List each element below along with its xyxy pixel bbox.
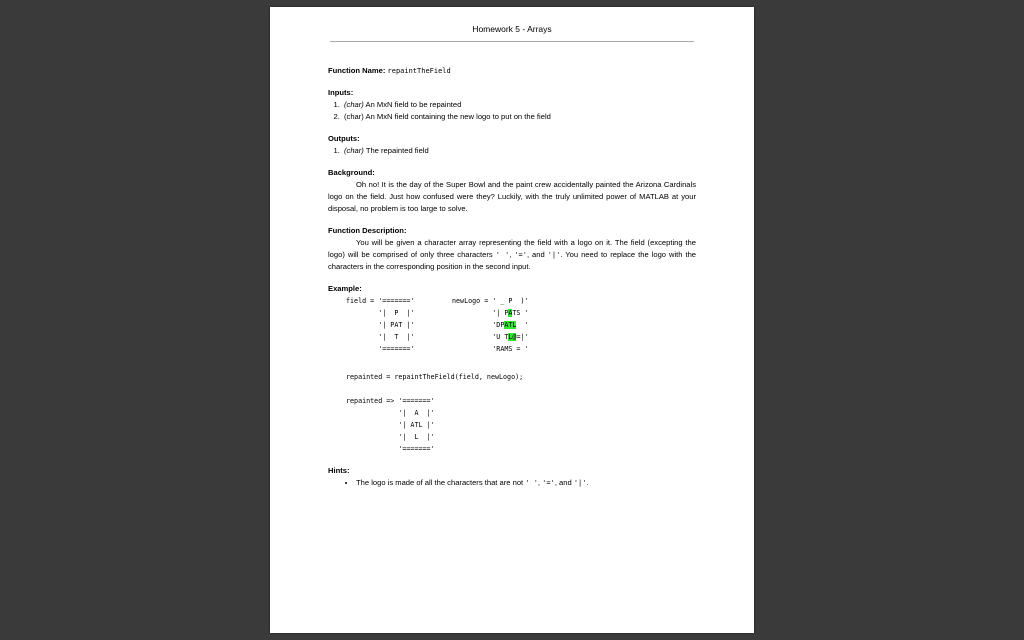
separator: , and (526, 250, 548, 259)
separator: , (509, 250, 515, 259)
char-literal: '=' (542, 479, 555, 487)
char-literal: '|' (547, 251, 561, 259)
input-type: (char) (344, 100, 364, 109)
example-field-code: field = '=======' '| P |' '| PAT |' '| T |' '=======' (346, 297, 415, 353)
hint-text: The logo is made of all the characters that are not (356, 478, 526, 487)
example-section (328, 283, 696, 455)
separator: , (537, 478, 543, 487)
background-section (328, 167, 696, 215)
list-item (342, 111, 696, 123)
outputs-section (328, 133, 696, 157)
function-name-label: Function Name: (328, 66, 386, 75)
description-part: . You need to replace the logo with the characters in the corresponding position in the second input. (328, 250, 697, 271)
code-text: 'U T (452, 333, 509, 341)
char-literal: ' ' (495, 251, 510, 259)
list-item (342, 145, 696, 157)
document-page (270, 7, 754, 633)
highlight: L@ (508, 333, 517, 341)
separator: , and (554, 478, 574, 487)
description-section (328, 225, 696, 273)
hints-list (328, 477, 696, 489)
page-header: Homework 5 - Arrays (472, 24, 552, 34)
header-rule (330, 41, 694, 42)
description-part: You will be given a character array representing the field with a logo on it. The field (excepting the logo) will be comprised of only three characters (328, 238, 696, 259)
list-item (356, 477, 696, 489)
inputs-title: Inputs: (328, 88, 354, 97)
outputs-list (328, 145, 696, 157)
char-literal: ' ' (525, 479, 538, 487)
example-logo-code (452, 295, 529, 355)
code-line: newLogo = ' _ P )' (452, 297, 529, 305)
background-title: Background: (328, 168, 375, 177)
input-text: An MxN field containing the new logo to put on the field (363, 112, 551, 121)
background-text: Oh no! It is the day of the Super Bowl and the paint crew accidentally painted the Arizona Cardinals logo on the field. Just how confused were they? Luckily, with the truly unlimited power of MATLAB at your disposal, no problem is too large to solve. (328, 180, 696, 213)
description-text (328, 237, 696, 273)
function-name-section (328, 65, 696, 77)
outputs-title: Outputs: (328, 134, 360, 143)
inputs-section (328, 87, 696, 123)
function-name-value: repaintTheField (387, 67, 451, 75)
example-title: Example: (328, 284, 362, 293)
input-type: (char) (344, 112, 364, 121)
output-type: (char) (344, 146, 364, 155)
inputs-list (328, 99, 696, 123)
hint-text: . (586, 478, 589, 487)
code-text: 'DP (452, 321, 505, 329)
highlight: A (508, 309, 513, 317)
example-inputs (328, 295, 696, 359)
code-text: '| P (452, 309, 509, 317)
code-text: =|' (516, 333, 529, 341)
highlight: ATL (504, 321, 517, 329)
code-text: TS ' (512, 309, 529, 317)
list-item (342, 99, 696, 111)
example-call-code: repainted = repaintTheField(field, newLogo); (346, 373, 524, 381)
document-content (328, 65, 696, 499)
input-text: An MxN field to be repainted (363, 100, 462, 109)
code-line: 'RAMS = ' (452, 345, 529, 353)
example-result-code: repainted => '=======' '| A |' '| ATL |' '| L |' '=======' (346, 397, 435, 453)
hints-section (328, 465, 696, 489)
description-title: Function Description: (328, 226, 407, 235)
hints-title: Hints: (328, 466, 350, 475)
code-text: ' (516, 321, 529, 329)
char-literal: '=' (514, 251, 527, 259)
output-text: The repainted field (363, 146, 429, 155)
char-literal: '|' (573, 479, 587, 487)
